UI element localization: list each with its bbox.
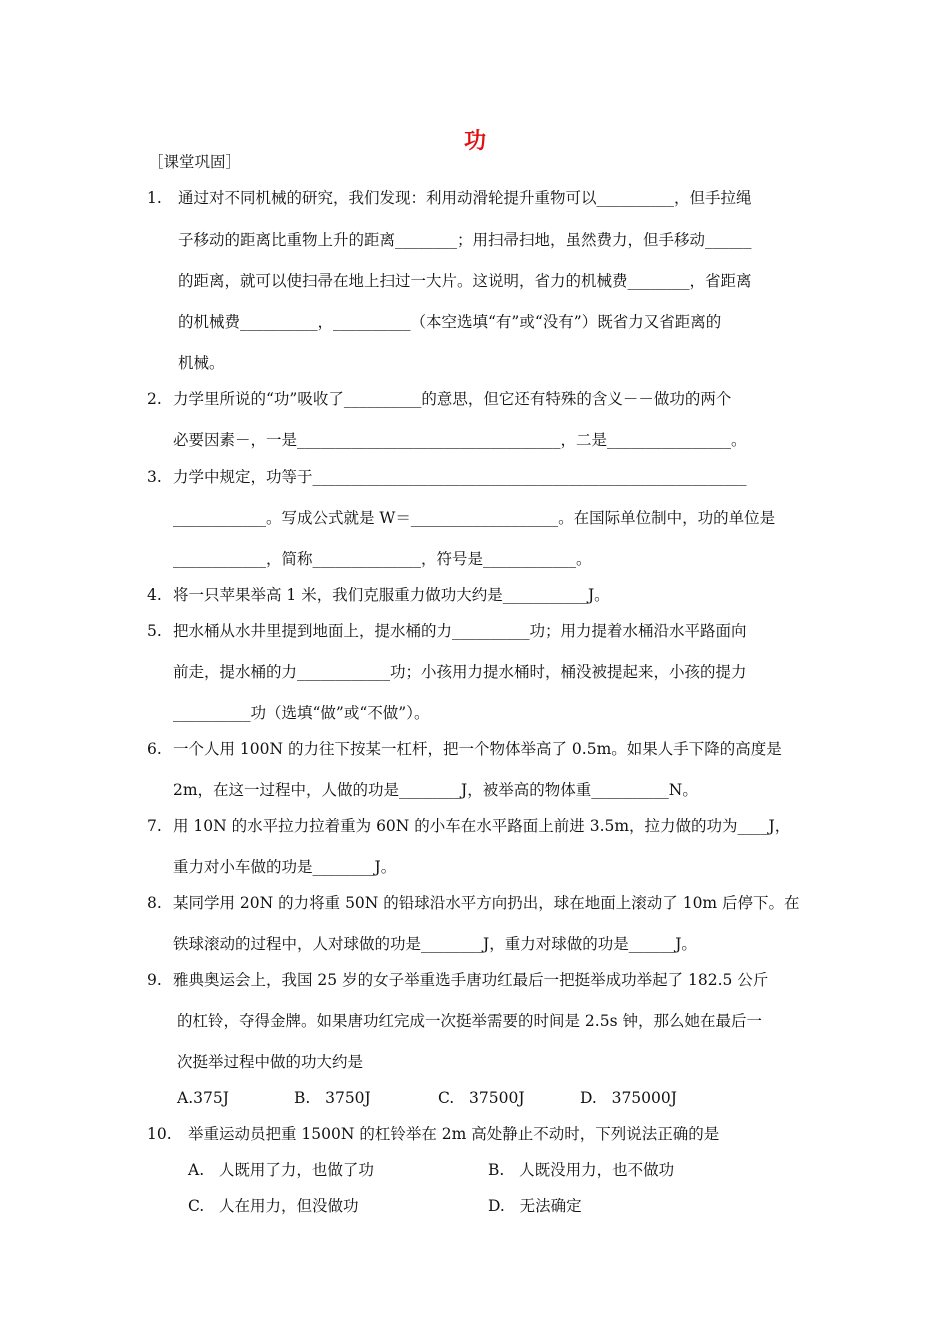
question-5-line-2: 前走，提水桶的力____________功；小孩用力提水桶时，桶没被提起来，小孩的提力 [173,663,747,681]
question-4-number: 4. [147,586,162,604]
question-9-option-a: A.375J [177,1089,229,1107]
question-7-line-1: 用 10N 的水平拉力拉着重为 60N 的小车在水平路面上前进 3.5m，拉力做的功为____J， [173,817,791,835]
question-7-line-2: 重力对小车做的功是________J。 [173,858,397,876]
question-3-number: 3. [147,468,162,486]
question-2-line-1: 力学里所说的“功”吸收了__________的意思，但它还有特殊的含义－－做功的两个 [173,390,732,408]
question-6-number: 6. [147,740,162,758]
question-3-line-1: 力学中规定，功等于________________________________________________________ [173,468,747,486]
question-5-line-3: __________功（选填“做”或“不做”）。 [173,704,430,722]
question-9-option-d: D. 375000J [580,1089,677,1107]
question-8-line-1: 某同学用 20N 的力将重 50N 的铅球沿水平方向扔出，球在地面上滚动了 10m 后停下。在 [173,894,800,912]
question-8-line-2: 铁球滚动的过程中，人对球做的功是________J，重力对球做的功是______J。 [173,935,697,953]
page-title: 功 [463,129,486,154]
question-3-line-2: ____________。写成公式就是 W＝___________________。在国际单位制中，功的单位是 [173,509,776,527]
question-9-number: 9. [147,971,162,989]
question-1-line-4: 的机械费__________，__________（本空选填“有”或“没有”）既省力又省距离的 [178,313,722,331]
question-3-line-3: ____________，简称______________，符号是____________。 [173,550,592,568]
question-1-line-3: 的距离，就可以使扫帚在地上扫过一大片。这说明，省力的机械费________，省距离 [178,272,752,290]
question-6-line-1: 一个人用 100N 的力往下按某一杠杆，把一个物体举高了 0.5m。如果人手下降的高度是 [173,740,782,758]
question-9-line-1: 雅典奥运会上，我国 25 岁的女子举重选手唐功红最后一把挺举成功举起了 182.5 公斤 [173,971,769,989]
question-10-option-c: C. 人在用力，但没做功 [188,1197,359,1215]
question-10-option-a: A. 人既用了力，也做了功 [188,1161,374,1179]
question-7-number: 7. [147,817,162,835]
question-8-number: 8. [147,894,162,912]
question-1-line-1: 通过对不同机械的研究，我们发现：利用动滑轮提升重物可以__________，但手拉绳 [178,189,752,207]
question-1-line-5: 机械。 [178,354,225,372]
question-1-number: 1. [147,189,162,207]
question-10-line-1: 举重运动员把重 1500N 的杠铃举在 2m 高处静止不动时，下列说法正确的是 [188,1125,720,1143]
section-heading: ［课堂巩固］ [148,153,242,171]
question-9-option-b: B. 3750J [294,1089,371,1107]
question-2-line-2: 必要因素－，一是__________________________________，二是________________。 [173,431,747,449]
question-4-line-1: 将一只苹果举高 1 米，我们克服重力做功大约是___________J。 [173,586,610,604]
question-5-number: 5. [147,622,162,640]
question-9-option-c: C. 37500J [438,1089,525,1107]
question-10-number: 10. [147,1125,172,1143]
question-6-line-2: 2m，在这一过程中，人做的功是________J，被举高的物体重__________N。 [173,781,698,799]
question-5-line-1: 把水桶从水井里提到地面上，提水桶的力__________功；用力提着水桶沿水平路面向 [173,622,747,640]
question-9-line-3: 次挺举过程中做的功大约是 [177,1053,364,1071]
question-10-option-d: D. 无法确定 [488,1197,582,1215]
question-9-line-2: 的杠铃，夺得金牌。如果唐功红完成一次挺举需要的时间是 2.5s 钟，那么她在最后一 [177,1012,762,1030]
question-2-number: 2. [147,390,162,408]
question-1-line-2: 子移动的距离比重物上升的距离________；用扫帚扫地，虽然费力，但手移动______ [178,231,752,249]
question-10-option-b: B. 人既没用力，也不做功 [488,1161,675,1179]
